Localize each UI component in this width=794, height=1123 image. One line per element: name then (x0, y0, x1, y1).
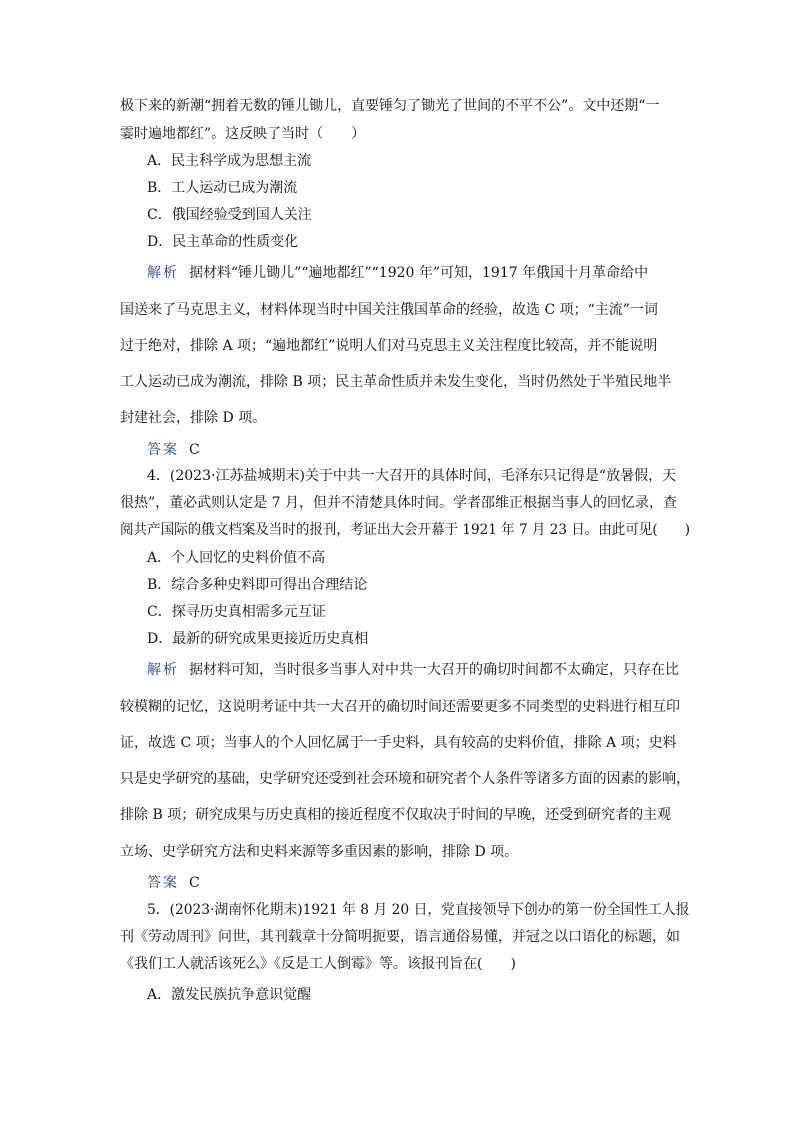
q5-stem-line-3: 《我们工人就活该死么》《反是工人倒霉》等。该报刊旨在( ) (120, 956, 516, 972)
q3-option-b: B．工人运动已成为潮流 (147, 180, 298, 196)
q4-option-d: D．最新的研究成果更接近历史真相 (147, 631, 369, 647)
q3-option-d: D．民主革命的性质变化 (147, 234, 299, 250)
q4-stem-line-2: 很热”，董必武则认定是 7 月，但并不清楚具体时间。学者邵维正根据当事人的回忆录，查 (120, 495, 677, 511)
q3-analysis-line-5: 封建社会，排除 D 项。 (120, 410, 267, 426)
q4-stem-line-3: 阅共产国际的俄文档案及当时的报刊，考证出大会开幕于 1921 年 7 月 23 日。由此可见( ) (120, 522, 690, 538)
q3-option-a: A．民主科学成为思想主流 (147, 153, 312, 169)
q3-option-c: C．俄国经验受到国人关注 (147, 207, 312, 223)
q4-stem-line-1: 4．(2023·江苏盐城期末)关于中共一大召开的具体时间，毛泽东只记得是“放暑假，天 (147, 468, 677, 484)
q3-analysis-line-3: 过于绝对，排除 A 项；“遍地都红”说明人们对马克思主义关注程度比较高，并不能说明 (120, 338, 658, 354)
q3-analysis-line-4: 工人运动已成为潮流，排除 B 项；民主革命性质并未发生变化，当时仍然处于半殖民地半 (120, 374, 672, 390)
q4-answer-line (147, 873, 200, 893)
q3-answer-line (147, 440, 200, 460)
q3-analysis-label: 解析 (147, 265, 179, 281)
q4-option-c: C．探寻历史真相需多元互证 (147, 604, 326, 620)
q4-analysis-line-6: 立场、史学研究方法和史料来源等多重因素的影响，排除 D 项。 (120, 844, 519, 860)
q4-analysis-line-3: 证，故选 C 项；当事人的个人回忆属于一手史料，具有较高的史料价值，排除 A 项；史料 (120, 735, 677, 751)
q4-analysis-label: 解析 (147, 662, 179, 678)
q4-option-a: A．个人回忆的史料价值不高 (147, 550, 326, 566)
q3-answer-value: C (189, 442, 200, 458)
q4-option-b: B．综合多种史料即可得出合理结论 (147, 577, 368, 593)
q4-analysis-line-4: 只是史学研究的基础，史学研究还受到社会环境和研究者个人条件等诸多方面的因素的影响， (120, 771, 690, 787)
q3-analysis-line-2: 国送来了马克思主义，材料体现当时中国关注俄国革命的经验，故选 C 项；“主流”一词 (120, 302, 658, 318)
q4-answer-value: C (189, 875, 200, 891)
q5-stem-line-1: 5．(2023·湖南怀化期末)1921 年 8 月 20 日，党直接领导下创办的第一份全国性工人报 (147, 902, 690, 918)
q4-analysis-line-2: 较模糊的记忆，这说明考证中共一大召开的确切时间还需要更多不同类型的史料进行相互印 (120, 699, 680, 715)
q3-analysis-text-1: 据材料“锤儿锄儿”“遍地都红”“1920 年”可知，1917 年俄国十月革命给中 (189, 265, 649, 281)
q3-analysis-line-1 (147, 263, 648, 283)
q3-stem-line-1: 极下来的新潮“拥着无数的锤儿锄儿，直要锤匀了锄光了世间的不平不公”。文中还期“一 (120, 98, 660, 114)
q5-stem-line-2: 刊《劳动周刊》问世，其刊载章十分简明扼要，语言通俗易懂，并冠之以口语化的标题，如 (120, 929, 680, 945)
q5-option-a: A．激发民族抗争意识觉醒 (147, 987, 312, 1003)
q4-answer-label: 答案 (147, 875, 179, 891)
q3-stem-line-2: 霎时遍地都红”。这反映了当时（ ） (120, 126, 366, 142)
q4-analysis-text-1: 据材料可知，当时很多当事人对中共一大召开的确切时间都不太确定，只存在比 (189, 662, 679, 678)
q3-answer-label: 答案 (147, 442, 179, 458)
q4-analysis-line-1 (147, 660, 679, 680)
q4-analysis-line-5: 排除 B 项；研究成果与历史真相的接近程度不仅取决于时间的早晚，还受到研究者的主观 (120, 807, 672, 823)
